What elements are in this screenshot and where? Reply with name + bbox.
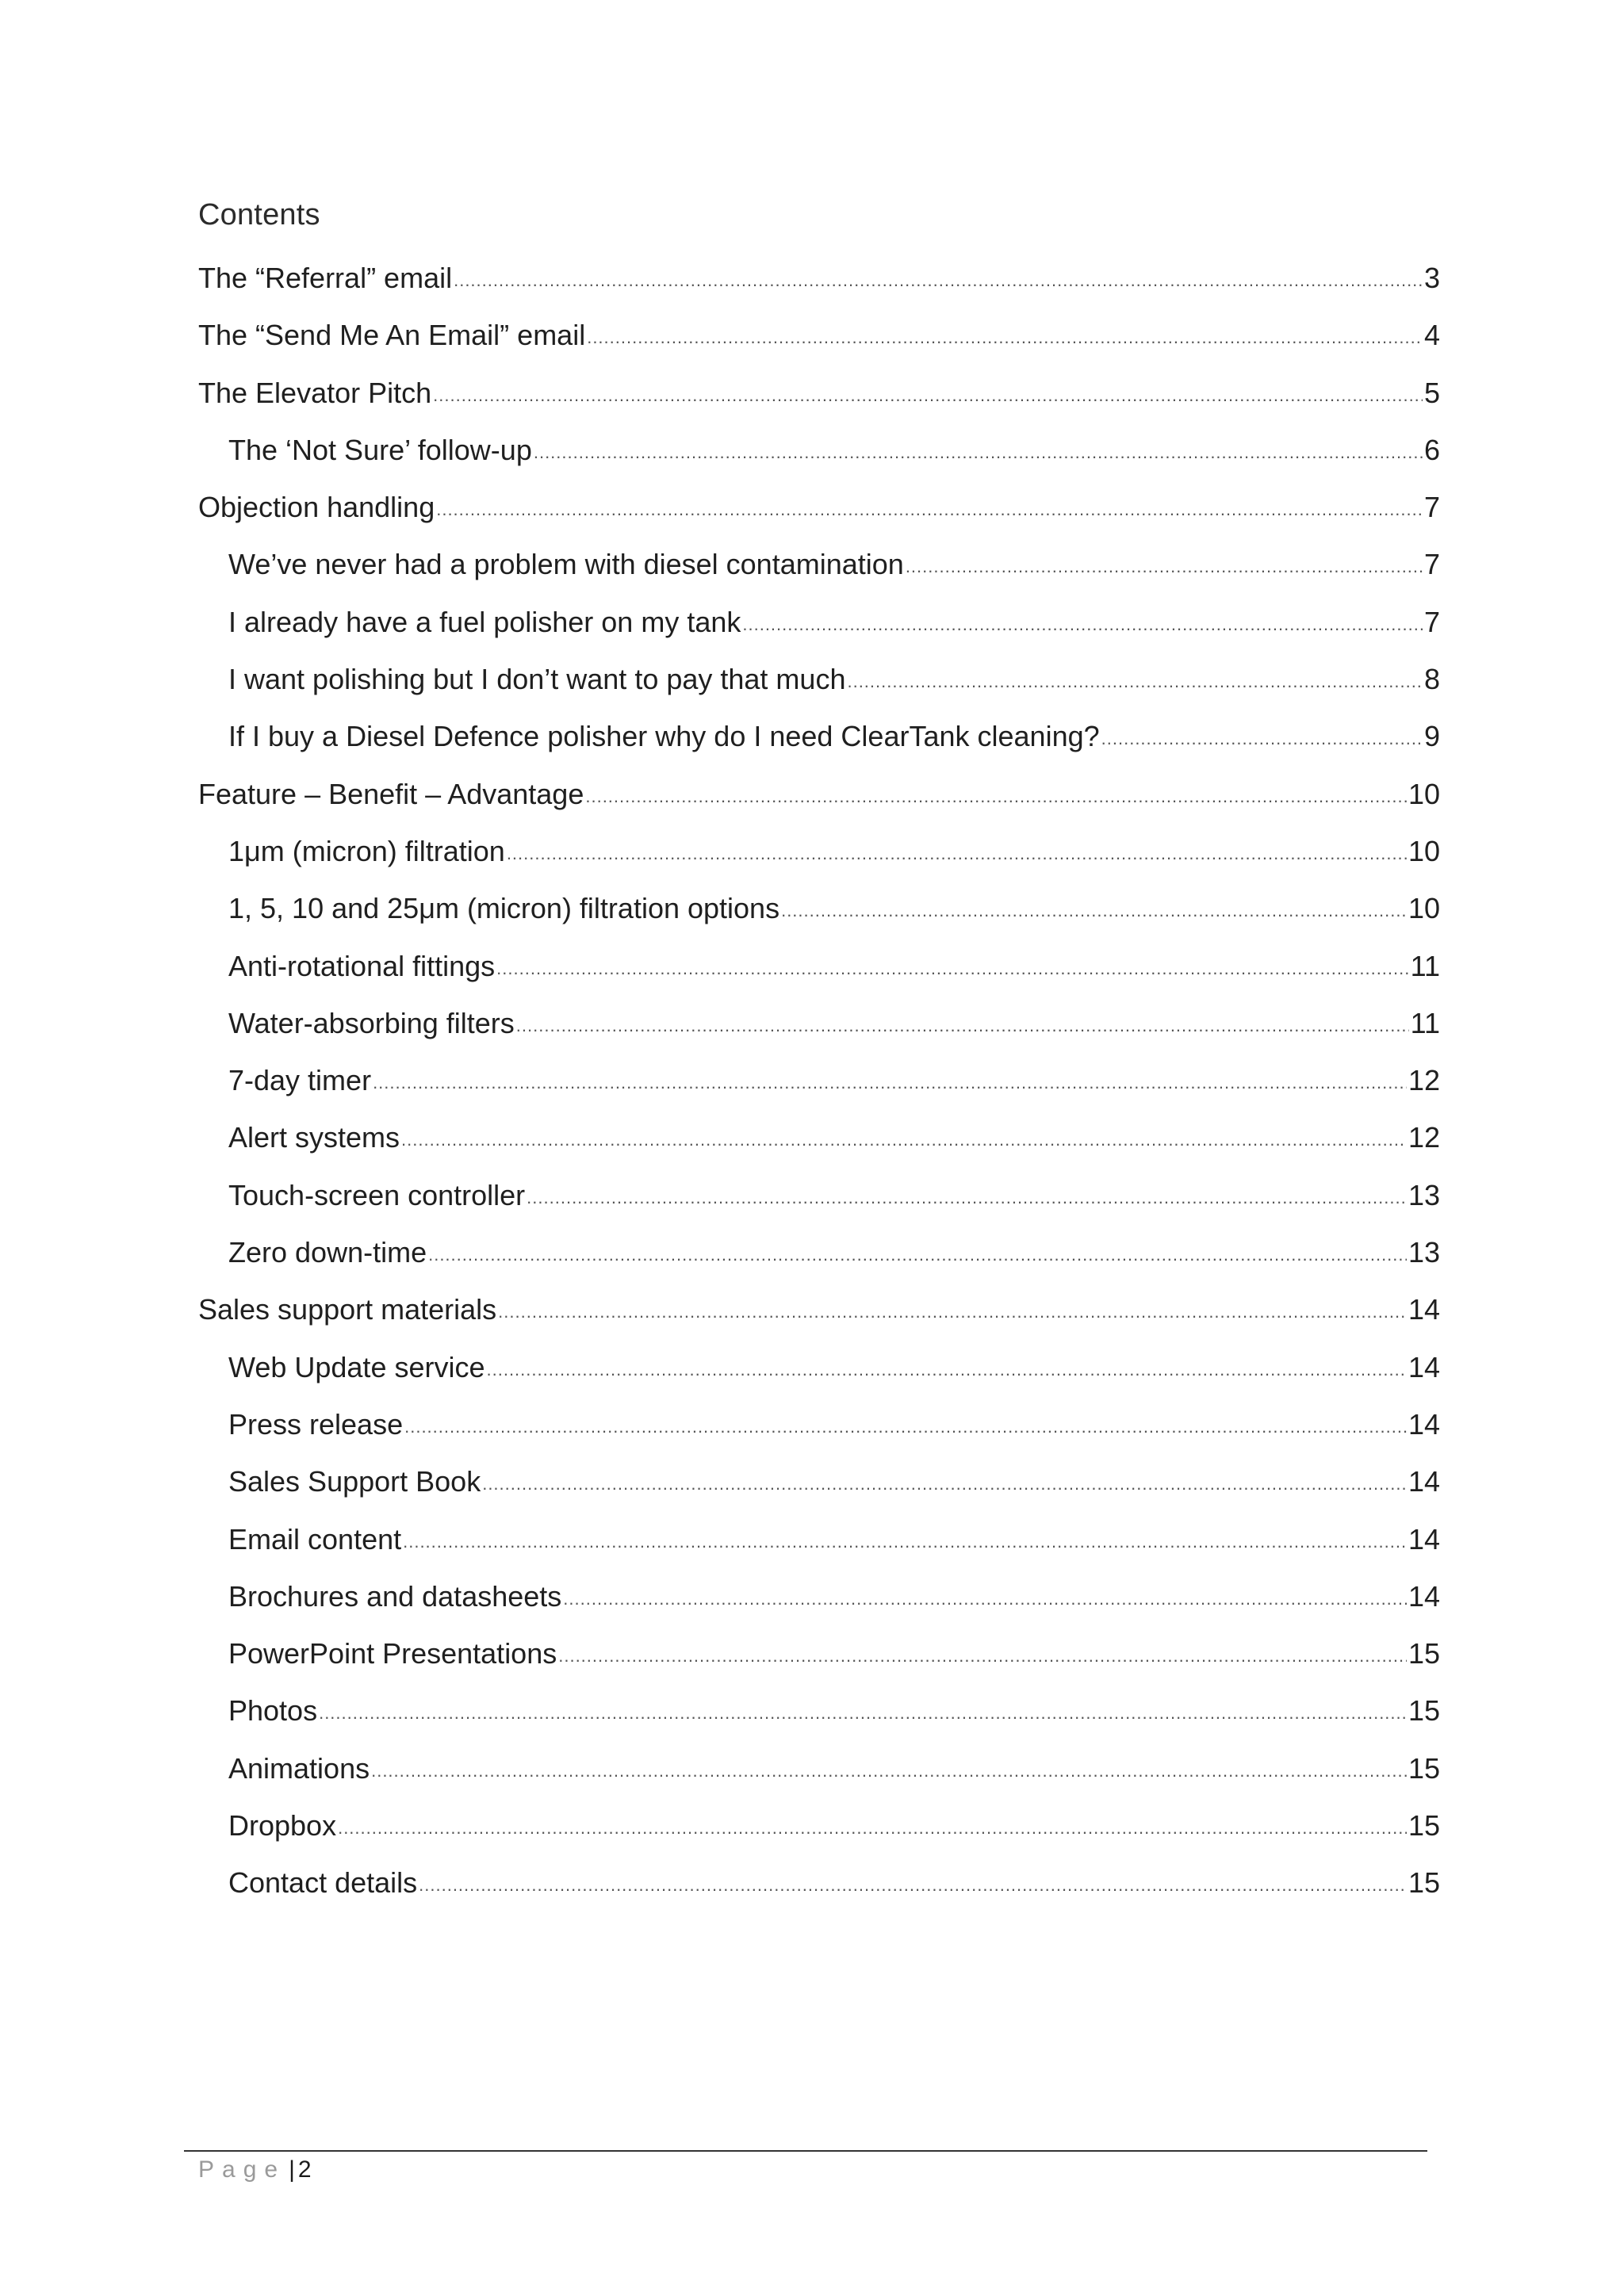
toc-entry-page[interactable]: 7 — [1423, 491, 1440, 524]
toc-dot-leader — [563, 1589, 1407, 1609]
footer-separator: | — [289, 2156, 295, 2183]
toc-dot-leader — [371, 1761, 1407, 1781]
toc-entry[interactable] — [198, 319, 1440, 376]
toc-entry-page[interactable]: 10 — [1408, 777, 1440, 810]
toc-entry[interactable] — [198, 262, 1440, 319]
table-of-contents — [198, 262, 1440, 1924]
toc-entry-title[interactable]: Web Update service — [228, 1350, 485, 1383]
toc-dot-leader — [781, 901, 1407, 921]
toc-entry-page[interactable]: 7 — [1423, 548, 1440, 581]
toc-dot-leader — [1101, 729, 1423, 749]
toc-dot-leader — [742, 614, 1423, 635]
toc-entry-title[interactable]: I already have a fuel polisher on my tank — [228, 605, 741, 638]
toc-entry[interactable] — [198, 778, 1440, 835]
toc-entry[interactable] — [198, 950, 1440, 1007]
toc-dot-leader — [482, 1474, 1407, 1494]
toc-entry-title[interactable]: Brochures and datasheets — [228, 1579, 562, 1613]
toc-dot-leader — [534, 442, 1423, 463]
toc-entry-page[interactable]: 14 — [1408, 1522, 1440, 1556]
toc-entry[interactable] — [198, 606, 1440, 663]
toc-entry[interactable] — [198, 1236, 1440, 1293]
toc-dot-leader — [404, 1417, 1407, 1437]
toc-entry[interactable] — [198, 1007, 1440, 1064]
toc-entry[interactable] — [198, 1752, 1440, 1809]
toc-entry-page[interactable]: 10 — [1408, 834, 1440, 867]
toc-entry-page[interactable]: 11 — [1410, 949, 1440, 982]
toc-entry[interactable] — [198, 663, 1440, 720]
toc-entry-title[interactable]: The “Referral” email — [198, 262, 453, 294]
toc-entry-page[interactable]: 14 — [1408, 1350, 1440, 1383]
toc-heading: Contents — [198, 198, 320, 232]
toc-entry[interactable] — [198, 1351, 1440, 1408]
toc-dot-leader — [454, 270, 1423, 291]
toc-entry-title[interactable]: 1, 5, 10 and 25μm (micron) filtration options — [228, 892, 780, 925]
toc-entry-page[interactable]: 3 — [1423, 262, 1440, 294]
toc-dot-leader — [436, 499, 1423, 520]
toc-entry-title[interactable]: Photos — [228, 1694, 318, 1728]
toc-entry[interactable] — [198, 1580, 1440, 1637]
toc-dot-leader — [496, 959, 1408, 979]
toc-dot-leader — [373, 1073, 1407, 1093]
toc-entry[interactable] — [198, 1408, 1440, 1465]
toc-entry-title[interactable]: Sales support materials — [198, 1293, 497, 1326]
toc-entry-title[interactable]: The Elevator Pitch — [198, 376, 432, 409]
toc-entry-title[interactable]: Alert systems — [228, 1121, 400, 1154]
toc-entry-page[interactable]: 7 — [1423, 605, 1440, 638]
toc-dot-leader — [401, 1130, 1407, 1150]
toc-entry-page[interactable]: 11 — [1410, 1006, 1440, 1039]
toc-dot-leader — [419, 1875, 1407, 1896]
toc-dot-leader — [516, 1016, 1409, 1036]
toc-dot-leader — [587, 327, 1423, 348]
toc-entry[interactable] — [198, 1809, 1440, 1866]
toc-entry[interactable] — [198, 1064, 1440, 1121]
toc-dot-leader — [527, 1188, 1407, 1208]
toc-entry-page[interactable]: 14 — [1408, 1465, 1440, 1498]
toc-entry-page[interactable]: 10 — [1408, 892, 1440, 925]
toc-entry-page[interactable]: 14 — [1408, 1293, 1440, 1326]
toc-dot-leader — [428, 1245, 1407, 1265]
toc-dot-leader — [338, 1818, 1407, 1839]
toc-entry-page[interactable]: 9 — [1423, 720, 1440, 753]
toc-entry[interactable] — [198, 1121, 1440, 1178]
toc-entry-title[interactable]: Email content — [228, 1522, 402, 1556]
toc-entry[interactable] — [198, 377, 1440, 434]
toc-entry-page[interactable]: 15 — [1408, 1751, 1440, 1785]
page-footer — [198, 2156, 312, 2183]
toc-entry-title[interactable]: 1μm (micron) filtration — [228, 834, 505, 867]
toc-dot-leader — [498, 1302, 1407, 1322]
footer-page-label: Page — [198, 2156, 286, 2183]
toc-entry-page[interactable]: 15 — [1408, 1637, 1440, 1670]
toc-entry-title[interactable]: Dropbox — [228, 1809, 337, 1843]
toc-entry-page[interactable]: 6 — [1423, 433, 1440, 466]
toc-entry-title[interactable]: PowerPoint Presentations — [228, 1637, 557, 1670]
toc-entry-page[interactable]: 8 — [1423, 663, 1440, 696]
toc-entry-title[interactable]: Touch-screen controller — [228, 1178, 526, 1211]
toc-entry[interactable] — [198, 1694, 1440, 1751]
toc-entry[interactable] — [198, 1523, 1440, 1580]
toc-entry-page[interactable]: 15 — [1408, 1694, 1440, 1728]
toc-entry-title[interactable]: Contact details — [228, 1866, 418, 1900]
toc-entry[interactable] — [198, 1866, 1440, 1923]
toc-entry[interactable] — [198, 1465, 1440, 1522]
toc-entry-page[interactable]: 14 — [1408, 1407, 1440, 1441]
toc-entry-title[interactable]: If I buy a Diesel Defence polisher why do I need ClearTank cleaning? — [228, 720, 1100, 753]
toc-entry-page[interactable]: 4 — [1423, 319, 1440, 352]
toc-dot-leader — [847, 672, 1423, 692]
toc-entry[interactable] — [198, 892, 1440, 949]
toc-entry-page[interactable]: 13 — [1408, 1178, 1440, 1211]
toc-entry-title[interactable]: I want polishing but I don’t want to pay that much — [228, 663, 846, 696]
toc-entry[interactable] — [198, 1293, 1440, 1350]
toc-entry-page[interactable]: 14 — [1408, 1579, 1440, 1613]
toc-entry[interactable] — [198, 1637, 1440, 1694]
toc-entry[interactable] — [198, 835, 1440, 892]
toc-dot-leader — [507, 844, 1407, 864]
toc-entry-title[interactable]: Water-absorbing filters — [228, 1006, 515, 1039]
toc-entry-title[interactable]: Anti-rotational fittings — [228, 949, 496, 982]
toc-entry-page[interactable]: 15 — [1408, 1866, 1440, 1900]
toc-entry-title[interactable]: The “Send Me An Email” email — [198, 319, 586, 352]
toc-entry-title[interactable]: Feature – Benefit – Advantage — [198, 777, 584, 810]
toc-entry-page[interactable]: 5 — [1423, 376, 1440, 409]
toc-dot-leader — [433, 385, 1423, 406]
toc-dot-leader — [319, 1703, 1407, 1724]
toc-entry[interactable] — [198, 548, 1440, 605]
toc-entry[interactable] — [198, 720, 1440, 777]
toc-entry-title[interactable]: 7-day timer — [228, 1064, 372, 1097]
footer-page-number: 2 — [297, 2156, 312, 2183]
toc-entry[interactable] — [198, 434, 1440, 491]
toc-dot-leader — [585, 786, 1407, 807]
toc-entry-title[interactable]: The ‘Not Sure’ follow-up — [228, 433, 532, 466]
toc-entry-page[interactable]: 12 — [1408, 1064, 1440, 1097]
toc-entry-page[interactable]: 15 — [1408, 1809, 1440, 1843]
toc-entry-title[interactable]: Animations — [228, 1751, 370, 1785]
toc-entry[interactable] — [198, 491, 1440, 548]
toc-dot-leader — [558, 1646, 1407, 1667]
toc-entry[interactable] — [198, 1179, 1440, 1236]
toc-dot-leader — [403, 1532, 1407, 1552]
footer-divider — [184, 2150, 1427, 2152]
toc-dot-leader — [906, 557, 1423, 577]
toc-entry-title[interactable]: Press release — [228, 1407, 404, 1441]
toc-entry-page[interactable]: 13 — [1408, 1236, 1440, 1269]
toc-entry-title[interactable]: Objection handling — [198, 491, 435, 524]
toc-entry-title[interactable]: Zero down-time — [228, 1236, 427, 1269]
toc-entry-title[interactable]: Sales Support Book — [228, 1465, 481, 1498]
toc-dot-leader — [487, 1360, 1407, 1380]
toc-entry-title[interactable]: We’ve never had a problem with diesel contamination — [228, 548, 904, 581]
toc-entry-page[interactable]: 12 — [1408, 1121, 1440, 1154]
